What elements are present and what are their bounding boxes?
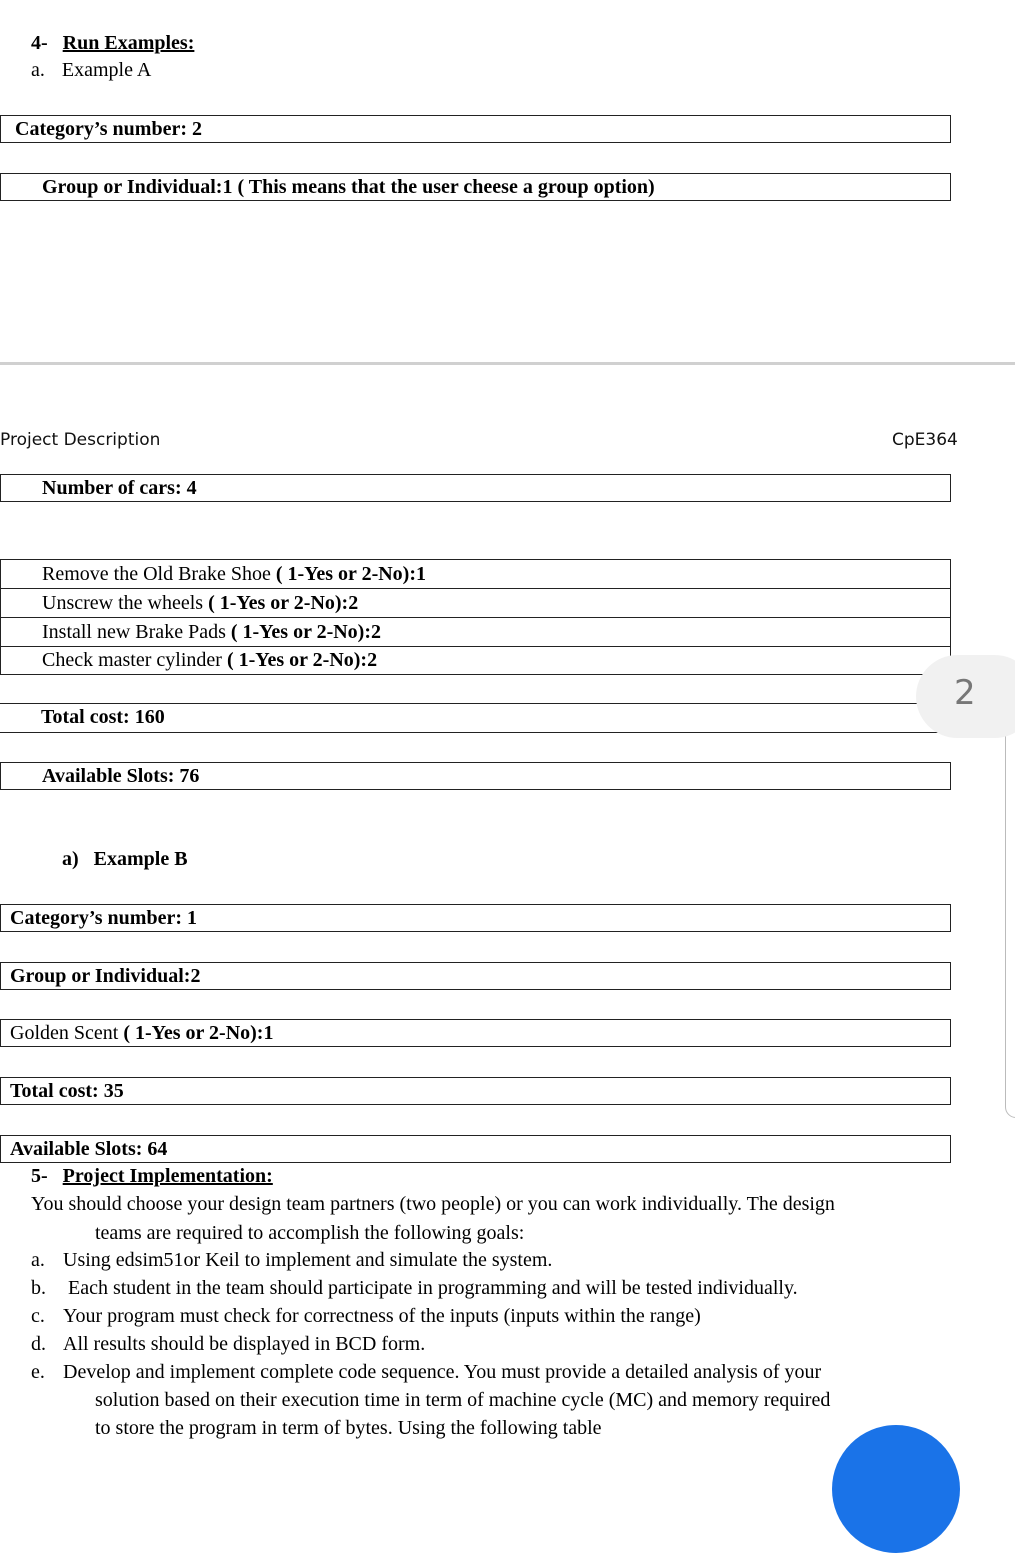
service-name: Check master cylinder: [42, 649, 227, 671]
service-answer: 2: [371, 621, 382, 643]
group-label: Group or Individual:: [42, 176, 223, 198]
group-box-b: [0, 962, 951, 990]
service-answer: 1: [416, 563, 426, 585]
page-header-right: CpE364: [892, 430, 958, 450]
list-item: [31, 1330, 425, 1358]
list-marker: c.: [31, 1305, 45, 1327]
list-item: [31, 1274, 798, 1302]
service-prompt: ( 1-Yes or 2-No):: [226, 649, 368, 671]
group-value: 2: [190, 965, 201, 987]
total-label: Total cost:: [41, 706, 130, 728]
slots-value: 76: [179, 765, 200, 787]
list-item: [31, 1302, 701, 1330]
service-prompt: ( 1-Yes or 2-No):: [208, 592, 349, 614]
slots-label: Available Slots:: [10, 1138, 143, 1160]
list-marker: d.: [31, 1333, 46, 1355]
category-box-a: [0, 115, 951, 143]
section-4-heading: [31, 32, 194, 55]
page-header-left: Project Description: [0, 430, 161, 450]
category-label: Category’s number:: [10, 907, 183, 929]
list-item-continuation: to store the program in term of bytes. Using the following table: [95, 1417, 602, 1439]
slots-value: 64: [147, 1138, 168, 1160]
cars-label: Number of cars:: [42, 477, 182, 499]
slots-box-a: [0, 762, 951, 790]
service-name: Golden Scent: [10, 1022, 124, 1044]
service-name: Install new Brake Pads: [42, 621, 231, 643]
total-value: 160: [134, 706, 165, 728]
category-value: 2: [192, 118, 203, 140]
list-marker: b.: [31, 1277, 46, 1299]
category-box-b: [0, 904, 951, 932]
list-marker: a): [62, 848, 79, 870]
list-marker: a.: [31, 59, 45, 81]
list-item-continuation: solution based on their execution time in term of machine cycle (MC) and memory required: [95, 1389, 831, 1411]
example-a-heading: [31, 59, 151, 82]
total-label: Total cost:: [10, 1080, 99, 1102]
floating-action-button[interactable]: [832, 1425, 960, 1553]
list-item: [31, 1246, 552, 1274]
group-value: 1: [222, 176, 233, 198]
group-box-a: [0, 173, 951, 201]
example-label: Example B: [93, 848, 188, 870]
page-separator: [0, 362, 1015, 365]
total-cost-a: [41, 706, 165, 729]
service-prompt: ( 1-Yes or 2-No):: [230, 621, 372, 643]
section-number: 4-: [31, 32, 48, 54]
list-text: Using edsim51or Keil to implement and simulate the system.: [63, 1249, 553, 1271]
cars-box: [0, 474, 951, 502]
service-prompt: ( 1-Yes or 2-No):: [123, 1022, 264, 1044]
section-title: Project Implementation:: [62, 1165, 273, 1187]
service-row: [0, 559, 951, 589]
service-name: Unscrew the wheels: [42, 592, 209, 614]
list-marker: a.: [31, 1249, 45, 1271]
service-answer: 2: [348, 592, 359, 614]
list-text: All results should be displayed in BCD form.: [63, 1333, 426, 1355]
category-value: 1: [187, 907, 198, 929]
golden-scent-box: [0, 1019, 951, 1047]
example-label: Example A: [61, 59, 152, 81]
service-row: [0, 618, 951, 647]
group-note: ( This means that the user cheese a group option): [232, 176, 655, 198]
section-title: Run Examples:: [62, 32, 195, 54]
total-value: 35: [103, 1080, 124, 1102]
cars-value: 4: [186, 477, 197, 499]
slots-label: Available Slots:: [42, 765, 175, 787]
list-text: Each student in the team should participate in programming and will be tested individually.: [63, 1277, 798, 1299]
total-box-b: [0, 1077, 951, 1105]
group-label: Group or Individual:: [10, 965, 191, 987]
list-text: Develop and implement complete code sequence. You must provide a detailed analysis of your: [63, 1361, 822, 1383]
scrollbar-track[interactable]: [1005, 690, 1015, 1118]
list-marker: e.: [31, 1361, 45, 1383]
service-name: Remove the Old Brake Shoe: [42, 563, 276, 585]
divider: [0, 732, 951, 733]
service-answer: 1: [263, 1022, 274, 1044]
slots-box-b: [0, 1135, 951, 1163]
list-item: [31, 1358, 821, 1386]
service-answer: 2: [367, 649, 378, 671]
service-row: [0, 589, 951, 618]
intro-line: teams are required to accomplish the following goals:: [95, 1222, 525, 1244]
list-text: Your program must check for correctness of the inputs (inputs within the range): [63, 1305, 701, 1327]
intro-line: You should choose your design team partners (two people) or you can work individually. The design: [31, 1193, 835, 1215]
section-5-heading: [31, 1165, 273, 1188]
page-number: 2: [954, 673, 976, 713]
divider: [0, 703, 951, 704]
service-row: [0, 646, 951, 675]
category-label: Category’s number:: [15, 118, 188, 140]
section-number: 5-: [31, 1165, 48, 1187]
example-b-heading: [62, 848, 188, 871]
service-prompt: ( 1-Yes or 2-No):: [275, 563, 416, 585]
page-number-badge: [916, 655, 1015, 738]
